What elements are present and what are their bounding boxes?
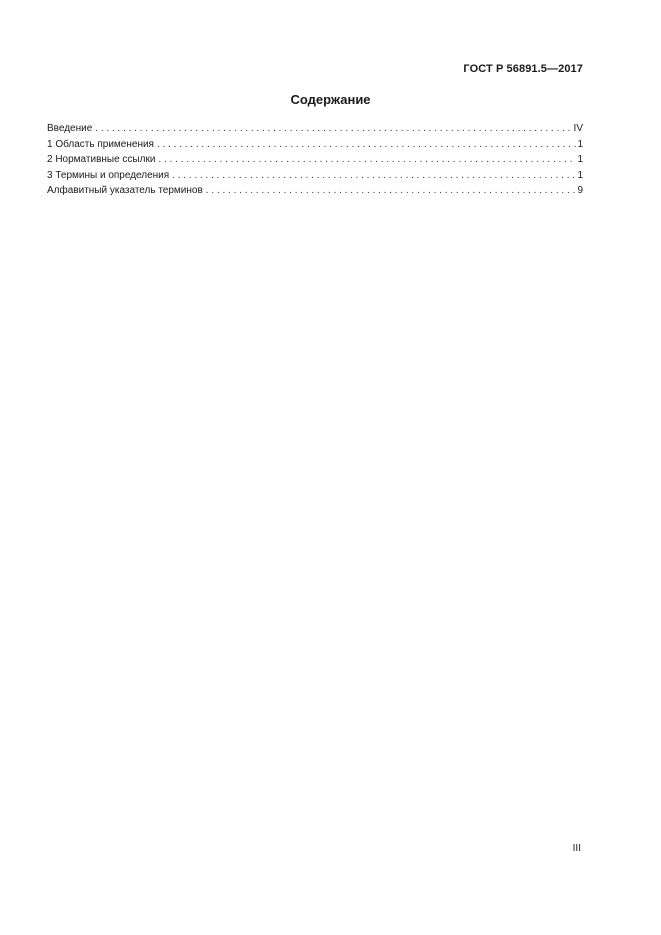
toc-entry-scope[interactable] [47, 137, 583, 153]
toc-entry-label: Введение [47, 123, 93, 134]
toc-entry-page: 9 [577, 185, 583, 196]
toc-entry-normative-references[interactable] [47, 152, 583, 168]
toc-entry-page: 1 [577, 169, 583, 181]
toc-entry-label: 2 Нормативные ссылки [47, 154, 156, 165]
toc-leader-dots [157, 137, 576, 153]
toc-entry-label: 1 Область применения [47, 138, 154, 150]
toc-entry-page: IV [573, 123, 583, 134]
table-of-contents [47, 121, 583, 199]
toc-entry-label: 3 Термины и определения [47, 169, 170, 181]
toc-title: Содержание [290, 92, 371, 107]
toc-leader-dots [172, 168, 576, 184]
toc-entry-label: Алфавитный указатель терминов [47, 185, 203, 196]
toc-entry-introduction[interactable] [47, 121, 583, 137]
toc-leader-dots [95, 121, 572, 137]
toc-entry-page: 1 [577, 138, 583, 150]
page-number: III [572, 843, 581, 854]
document-id: ГОСТ Р 56891.5—2017 [463, 63, 583, 75]
toc-leader-dots [206, 183, 577, 199]
toc-entry-page: 1 [577, 154, 583, 165]
toc-leader-dots [158, 152, 576, 168]
toc-entry-alphabetical-index[interactable] [47, 183, 583, 199]
toc-entry-terms-definitions[interactable] [47, 168, 583, 184]
